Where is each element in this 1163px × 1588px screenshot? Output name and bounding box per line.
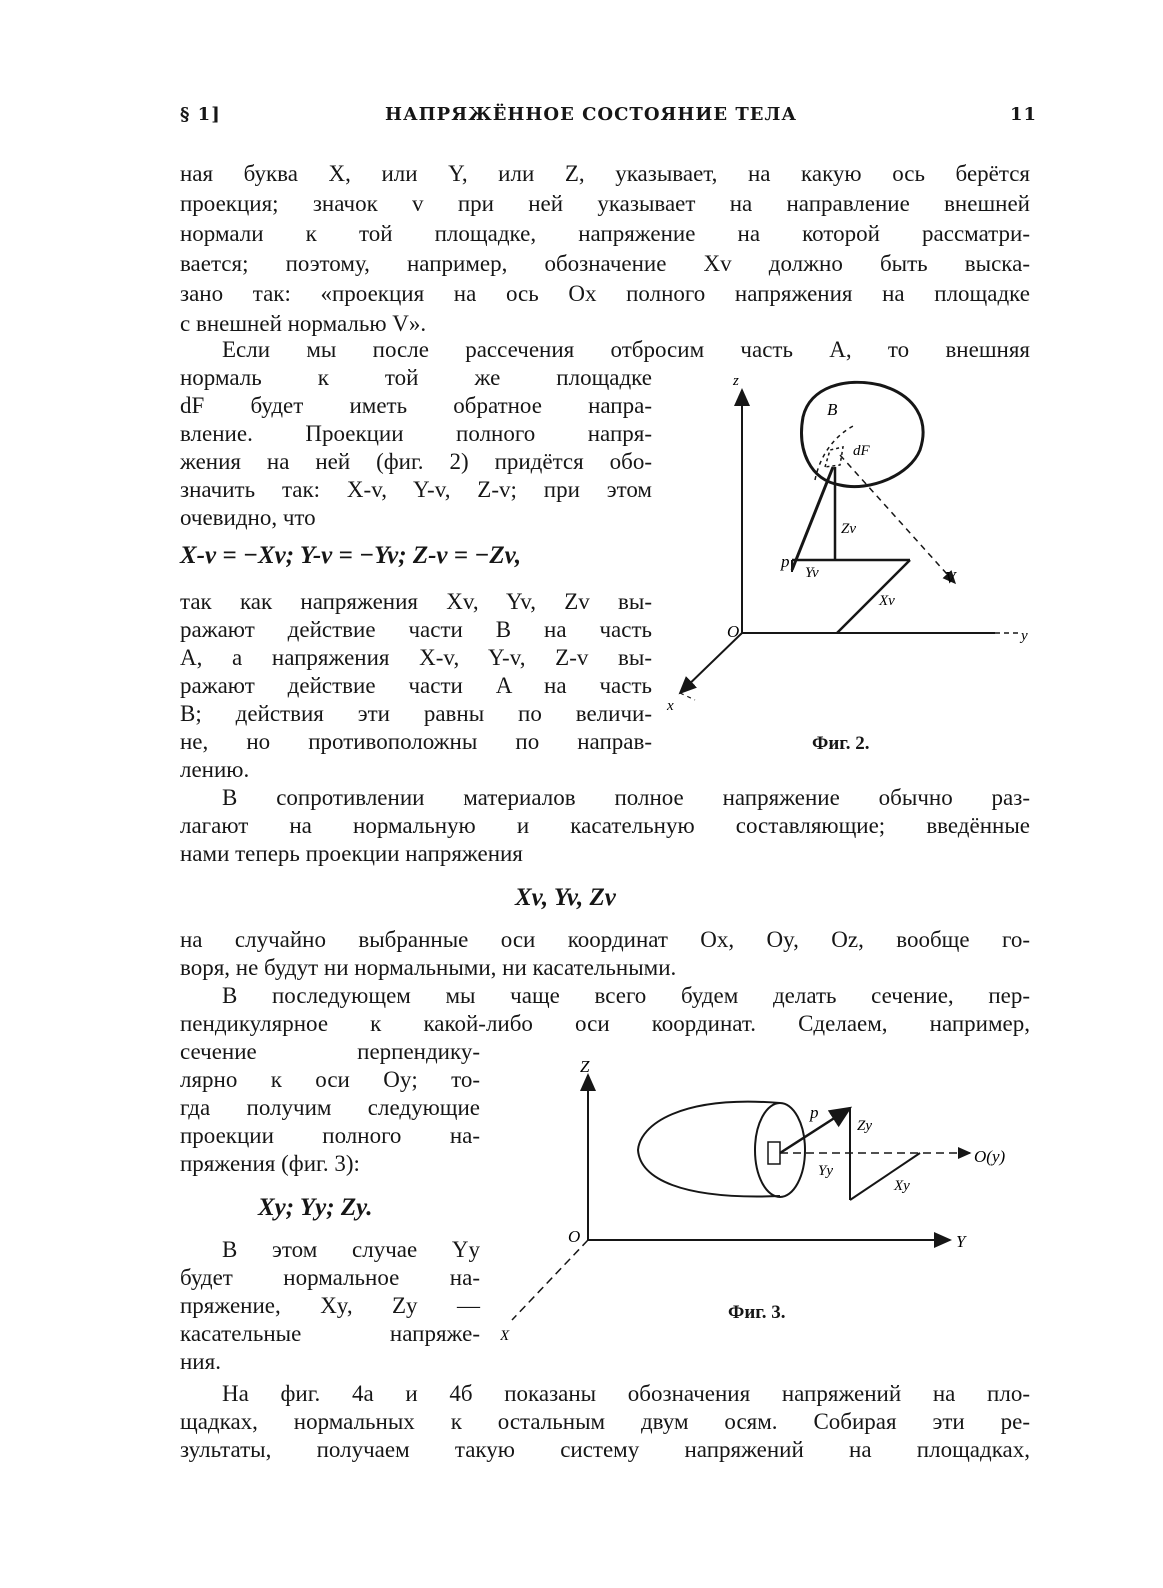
text-line: B; действия эти равны по величи- [180,701,652,726]
label-Z: Z [580,1057,590,1076]
label-V: V [945,568,956,587]
text-line: лению. [180,757,250,782]
text-line: проекция; значок v при ней указывает на направление внешней [180,191,1030,216]
text-line: лагают на нормальную и касательную составляющие; введённые [180,813,1030,838]
text-line: касательные напряже- [180,1321,480,1346]
text-line: значить так: X-v, Y-v, Z-v; при этом [180,477,652,502]
text-line: воря, не будут ни нормальными, ни касательными. [180,955,677,980]
label-Zv: Zv [841,521,856,537]
label-X: X [500,1328,510,1344]
label-Xy: Xy [894,1178,910,1194]
text-line: ражают действие части B на часть [180,617,652,642]
label-O: O [568,1227,581,1246]
label-z: z [733,373,739,389]
text-line: гда получим следующие [180,1095,480,1120]
figure-3-caption: Фиг. 3. [728,1302,786,1323]
axis-X [512,1240,588,1320]
text-line: ния. [180,1349,221,1374]
text-line: вление. Проекции полного напря- [180,421,652,446]
text-line: пряжение, Xy, Zy — [180,1293,480,1318]
label-Yy: Yy [818,1163,833,1179]
stress-vector-p [792,467,833,570]
text-line: В последующем мы чаще всего будем делать сечение, пер- [222,983,1030,1008]
axis-x [680,633,742,693]
text-line: щадках, нормальных к остальным двум осям. Собирая эти ре- [180,1409,1030,1434]
label-B: B [827,400,838,419]
text-line: на случайно выбранные оси координат Ox, Oy, Oz, вообще го- [180,927,1030,952]
label-Oy: O(y) [974,1147,1006,1166]
text-line: нормали к той площадке, напряжение на которой рассматри- [180,221,1030,246]
text-line: ражают действие части A на часть [180,673,652,698]
text-line: В этом случае Yy [222,1237,480,1262]
label-dF: dF [853,443,870,459]
component-Xv [837,560,910,633]
text-line: жения на ней (фиг. 2) придётся обо- [180,449,652,474]
label-O: O [727,622,740,641]
formula-stress-projections: Xv, Yv, Zv [515,884,616,911]
text-line: На фиг. 4а и 4б показаны обозначения напряжений на пло- [222,1381,1030,1406]
text-line: проекции полного на- [180,1123,480,1148]
formula-opposite-projections: X-v = −Xv; Y-v = −Yv; Z-v = −Zv, [180,542,522,569]
label-Y: Y [956,1232,966,1251]
header-title: НАПРЯЖЁННОЕ СОСТОЯНИЕ ТЕЛА [385,104,798,125]
text-line: dF будет иметь обратное напра- [180,393,652,418]
text-line: нами теперь проекции напряжения [180,841,523,866]
text-line: лярно к оси Oy; то- [180,1067,480,1092]
label-p: p [781,552,790,571]
text-line: пряжения (фиг. 3): [180,1151,360,1176]
figure-2-caption: Фиг. 2. [812,733,870,754]
text-line: пендикулярное к какой-либо оси координат. Сделаем, например, [180,1011,1030,1036]
label-Yv: Yv [805,565,819,581]
header-section: § 1] [180,104,221,125]
label-p: p [810,1103,819,1122]
text-line: не, но противоположны по направ- [180,729,652,754]
text-line: очевидно, что [180,505,316,530]
text-line: с внешней нормалью V». [180,311,427,336]
text-line: сечение перпендику- [180,1039,480,1064]
text-line: зультаты, получаем такую систему напряжений на площадках, [180,1437,1030,1462]
text-line: В сопротивлении материалов полное напряжение обычно раз- [222,785,1030,810]
axis-x-dashed [680,693,695,700]
label-x: x [667,698,674,714]
body-outline [638,1102,780,1197]
figure-2-diagram [665,355,1045,735]
body-b-outline [802,382,923,486]
formula-y-section-projections: Xy; Yy; Zy. [258,1194,373,1221]
label-y: y [1021,628,1028,644]
section-patch [768,1142,780,1164]
label-Xv: Xv [879,593,895,609]
header-page-number: 11 [1010,104,1038,125]
text-line: A, а напряжения X-v, Y-v, Z-v вы- [180,645,652,670]
text-line: Если мы после рассечения отбросим часть A, то внешняя [222,337,1030,362]
text-line: зано так: «проекция на ось Ox полного напряжения на площадке [180,281,1030,306]
text-line: так как напряжения Xv, Yv, Zv вы- [180,589,652,614]
text-line: нормаль к той же площадке [180,365,652,390]
label-Zy: Zy [857,1118,872,1134]
text-line: вается; поэтому, например, обозначение Xv должно быть выска- [180,251,1030,276]
text-line: будет нормальное на- [180,1265,480,1290]
text-line: ная буква X, или Y, или Z, указывает, на какую ось берётся [180,161,1030,186]
